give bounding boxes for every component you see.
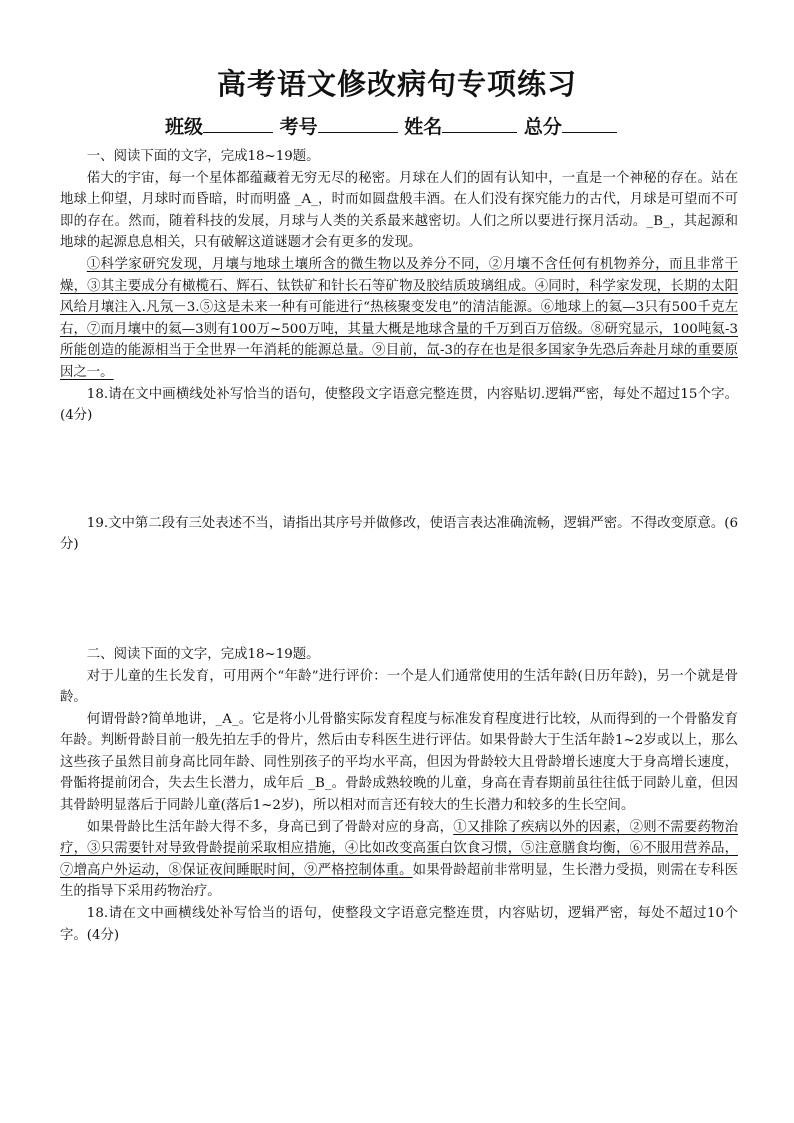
section2-heading: 二、阅读下面的文字，完成18~19题。 (86, 646, 320, 662)
name-blank (442, 114, 517, 133)
section2-paragraph-1: 对于儿童的生长发育，可用两个“年龄”进行评价：一个是人们通常使用的生活年龄(日历年龄)，另一个就是骨龄。 (60, 668, 738, 706)
section1-heading: 一、阅读下面的文字，完成18~19题。 (86, 149, 320, 164)
content-body (60, 146, 738, 946)
score-label: 总分 (523, 116, 562, 138)
score-blank (562, 114, 617, 133)
section1-question-19: 19.文中第二段有三处表述不当，请指出其序号并做修改，使语言表达准确流畅，逻辑严密。不得改变原意。(6分) (60, 515, 738, 553)
answer-space (60, 427, 738, 513)
class-label: 班级 (165, 116, 204, 138)
section1-paragraph-2: ①科学家研究发现，月壤与地球土壤所含的微生物以及养分不同，②月壤不含任何有机物养分，而且非常干燥，③其主要成分有橄榄石、辉石、钛铁矿和针长石等矿物及胶结质玻璃组成。④同时，科学家发现，长期的太阳风给月壤注入.凡氖－3.⑤这是未来一种有可能进行“热核聚变发电”的清洁能源。⑥地球上的氦—3只有500千克左右，⑦而月壤中的氦—3则有100万~500万吨，其量大概是地球含量的千万到百万倍级。⑧研究显示，100吨氦-3所能创造的能源相当于全世界一年消耗的能源总量。⑨目前，氙-3的存在也是很多国家争先恐后奔赴月球的重要原因之一。 (60, 256, 738, 380)
section2-paragraph-2: 何谓骨龄?简单地讲，_A_。它是将小儿骨骼实际发育程度与标准发育程度进行比较，从而得到的一个骨骼发育年龄。判断骨龄目前一般先拍左手的骨片，然后由专科医生进行评估。如果骨龄大于生活年龄1~2岁或以上，那么这些孩子虽然目前身高比同年龄、同性别孩子的平均水平高，但因为骨龄较大且骨龄增长速度大于身高增长速度，骨骺将提前闭合，失去生长潜力，成年后 _B_。骨龄成熟较晚的儿童，身高在青春期前虽往往低于同龄儿童，但因其骨龄明显落后于同龄儿童(落后1~2岁)，所以相对而言还有较大的生长潜力和较多的生长空间。 (60, 711, 738, 814)
section1-paragraph-1: 偌大的宇宙，每一个星体都蕴藏着无穷无尽的秘密。月球在人们的固有认知中，一直是一个神秘的存在。站在地球上仰望，月球时而昏暗，时而明盛 _A_，时而如圆盘般丰酒。在人们没有探究能力的古代，月球是可望而不可即的存在。然而，随着科技的发展，月球与人类的关系最来越密切。人们之所以要进行探月活动。_B_，其起源和地球的起源息息相关，只有破解这道谜题才会有更多的发现。 (60, 170, 738, 251)
para3-tail: 如果骨龄超前非常明显，生长潜力受损，则需在专科医生的指导下采用药物治疗。 (60, 862, 739, 900)
name-label: 姓名 (404, 116, 443, 138)
section1-question-18: 18.请在文中画横线处补写恰当的语句，使整段文字语意完整连贯，内容贴切.逻辑严密，每处不超过15个字。(4分) (60, 386, 738, 424)
answer-space (60, 556, 738, 644)
class-blank (203, 114, 273, 133)
number-label: 考号 (279, 116, 318, 138)
number-blank (318, 114, 398, 133)
para3-lead: 如果骨龄比生活年龄大得不多，身高已到了骨龄对应的身高， (86, 819, 454, 835)
page-title: 高考语文修改病句专项练习 (216, 67, 577, 101)
section2-paragraph-3 (60, 817, 738, 903)
student-info-line (165, 112, 617, 139)
section2-question-18: 18.请在文中画横线处补写恰当的语句，使整段文字语意完整连贯，内容贴切，逻辑严密，每处不超过10个字。(4分) (60, 906, 738, 943)
para3-underlined-sentences: ①又排除了疾病以外的因素，②则不需要药物治疗，③只需要针对导致骨龄提前采取相应措施，④比如改变高蛋白饮食习惯，⑤注意膳食均衡，⑥不服用营养品，⑦增高户外运动，⑧保证夜间睡眠时间，⑨严格控制体重。 (60, 819, 739, 878)
